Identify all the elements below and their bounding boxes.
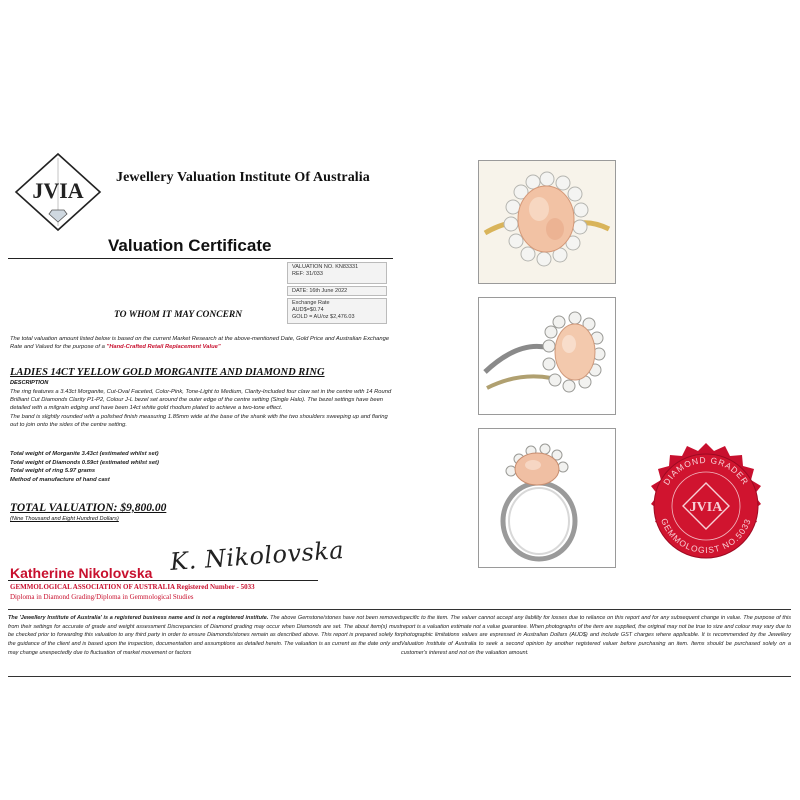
gold-rate: GOLD = AU/oz $2,476.03 <box>292 314 355 320</box>
date-box <box>287 286 387 296</box>
item-title: LADIES 14CT YELLOW GOLD MORGANITE AND DIAMOND RING <box>10 367 325 378</box>
weights-list <box>10 450 159 484</box>
ring-photo-side-view <box>478 297 616 415</box>
manufacture-method: Method of manufacture of hand cast <box>10 476 110 483</box>
item-description <box>10 388 395 429</box>
weight-morganite: Total weight of Morganite 3.43ct (estimated whilst set) <box>10 451 159 457</box>
diamond-grader-seal <box>641 441 771 571</box>
valuation-purpose: "Hand-Crafted Retail Replacement Value" <box>106 344 221 350</box>
jvia-logo <box>12 152 104 234</box>
valuer-name: Katherine Nikolovska <box>10 565 153 581</box>
disclaimer-right: specific to the item. The valuer cannot accept any liability for losses due to reliance on this report and for any subsequent change in value. The purpose of this report is a valuation estimate not a value guarantee. When photographs of the item are supplied, the original may not be true to size and colour may vary due to photographic limitations values are expressed in Australian Dollars (AUD$) and include GST charges where applicable. It is recommended by the Jewellery Valuation Institute of Australia to seek a second opinion by another registered valuer before purchasing an item. Items should be purchased solely on a customer's interest and not on the valuation amount. <box>401 615 791 656</box>
aud-rate: AUD$=$0.74 <box>292 307 324 313</box>
logo-text: JVIA <box>32 178 84 203</box>
valuer-diploma: Diploma in Diamond Grading/Diploma in Gemmological Studies <box>10 593 194 601</box>
disclaimer-divider-top <box>8 609 791 610</box>
institute-name: Jewellery Valuation Institute Of Australia <box>116 170 370 185</box>
weight-diamonds: Total weight of Diamonds 0.59ct (estimated whilst set) <box>10 459 159 466</box>
exchange-rate-box <box>287 298 387 324</box>
reference-number: REF: 31/033 <box>292 271 323 277</box>
valuation-number: VALUATION NO. KN83331 <box>292 264 359 270</box>
description-paragraph-2: The band is slightly rounded with a polished finish measuring 1.85mm wide at the base of the shank with the two shoulders sweeping up and flaring out to join onto the sides of the centre setting. <box>10 413 388 428</box>
valuation-date: DATE: 16th June 2022 <box>292 288 348 294</box>
total-valuation-words: (Nine Thousand and Eight Hundred Dollars) <box>10 516 119 522</box>
intro-paragraph <box>10 335 395 351</box>
valuer-association: GEMMOLOGICAL ASSOCIATION OF AUSTRALIA Registered Number - 5033 <box>10 583 255 591</box>
intro-text: The total valuation amount listed below is based on the current Market Research at the above-mentioned Date, Gold Price and Australian Exchange Rate and Valued for the purpose of a <box>10 336 390 350</box>
weight-ring: Total weight of ring 5.97 grams <box>10 468 96 474</box>
disclaimer-left-text: The above Gemstone/stones have not been removed from their settings for accurate of grade and weight assessment Discrepancies of Diamond grading may occur when Diamonds are set. The about item(s) must be checked prior to forwarding this valuation to any third party in order to ensure Diamonds/stones remain as described above. This report is prepared solely for the guidance of the client and is based upon the inspection, documentation and assumptions as detailed herein. The valuation is as current as the date only and may change unexpectedly due to fluctuation of market movement or factors <box>8 615 401 656</box>
disclaimer-lead: The 'Jewellery Institute of Australia' is a registered business name and is not a registered institute. <box>8 615 269 621</box>
seal-center-text: JVIA <box>689 500 723 515</box>
certificate-title: Valuation Certificate <box>108 236 272 255</box>
disclaimer-divider-bottom <box>8 676 791 677</box>
description-label: DESCRIPTION <box>10 380 49 386</box>
seal-top-text: DIAMOND GRADER <box>661 454 751 487</box>
seal-bottom-text: GEMMOLOGIST NO.5033 <box>659 516 753 556</box>
valuer-signature: K. Nikolovska <box>169 535 345 577</box>
title-divider <box>8 258 393 259</box>
ring-photo-band-view <box>478 428 616 568</box>
total-valuation: TOTAL VALUATION: $9,800.00 <box>10 502 167 514</box>
disclaimer-left <box>8 614 401 658</box>
signature-divider <box>8 580 318 581</box>
ring-photo-top-view <box>478 160 616 284</box>
valuation-ref-box <box>287 262 387 284</box>
description-paragraph-1: The ring features a 3.43ct Morganite, Cut-Oval Faceted, Color-Pink, Tone-Light to Medium, Clarity-Included four claw set in the centre with 14 Round Brilliant Cut Diamonds Clarity P1-P2, Colour J-L bezel set around the outer edge of the centre setting (Single Halo). The bezel settings have been detailed with a milgrain edging and have been 14ct white gold rhodium plated to achieve a two-tone effect. <box>10 389 392 412</box>
addressee: TO WHOM IT MAY CONCERN <box>114 310 243 320</box>
exchange-rate-label: Exchange Rate <box>292 300 330 306</box>
